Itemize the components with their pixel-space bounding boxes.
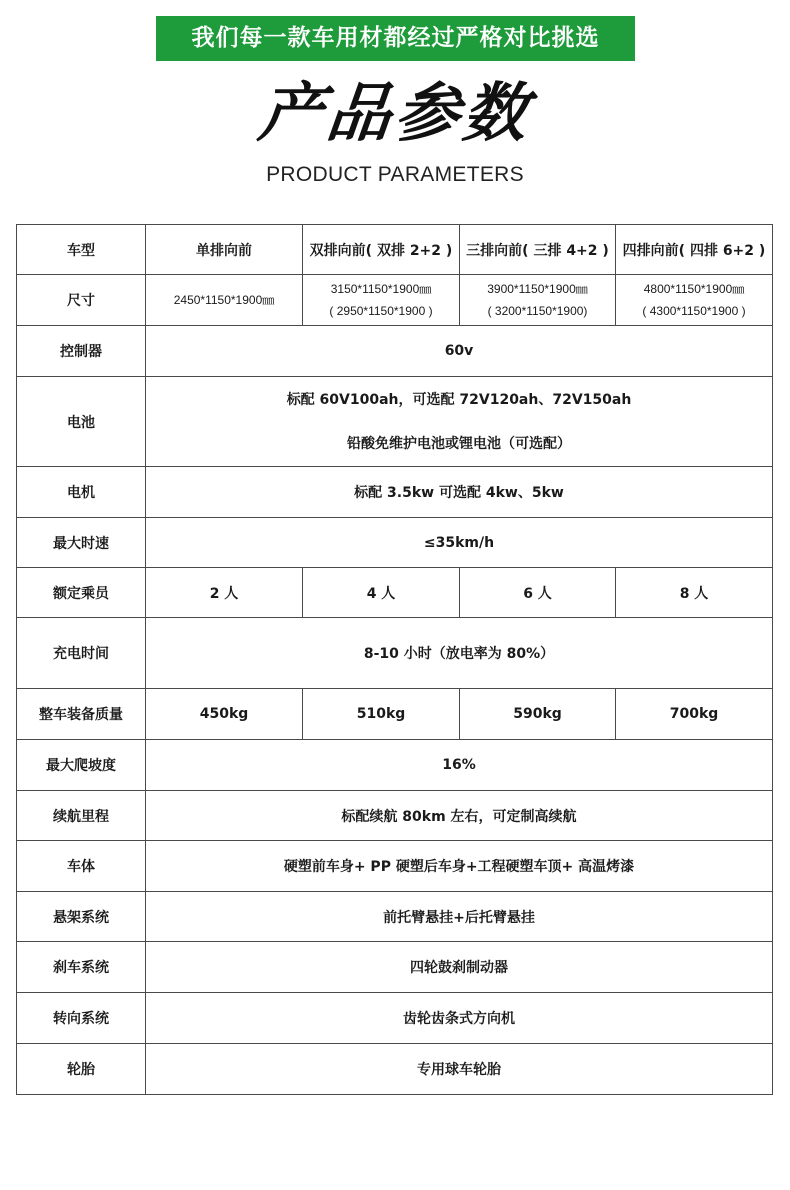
- row-label: 电机: [17, 467, 146, 518]
- row-label: 最大时速: [17, 518, 146, 568]
- model-cell: 三排向前( 三排 4+2 ): [460, 225, 616, 275]
- table-row-model: [17, 225, 773, 275]
- row-value: 专用球车轮胎: [146, 1044, 773, 1095]
- size-cell: [616, 275, 773, 326]
- row-value: [146, 377, 773, 467]
- row-label: 悬架系统: [17, 892, 146, 942]
- table-row-battery: [17, 377, 773, 467]
- row-value: 标配续航 80km 左右，可定制高续航: [146, 791, 773, 841]
- weight-cell: 510kg: [303, 689, 460, 740]
- row-value: 标配 3.5kw 可选配 4kw、5kw: [146, 467, 773, 518]
- product-parameters-table: [16, 224, 773, 1095]
- weight-cell: 450kg: [146, 689, 303, 740]
- model-cell: 单排向前: [146, 225, 303, 275]
- size-cell: [303, 275, 460, 326]
- row-value: 硬塑前车身+ PP 硬塑后车身+工程硬塑车顶+ 高温烤漆: [146, 841, 773, 892]
- page-subtitle: PRODUCT PARAMETERS: [266, 163, 524, 186]
- table-row-charge-time: [17, 618, 773, 689]
- size-line: 3150*1150*1900㎜: [330, 282, 432, 296]
- row-label: 控制器: [17, 326, 146, 377]
- table-row-controller: [17, 326, 773, 377]
- size-line: ( 3200*1150*1900): [487, 304, 588, 318]
- row-value: 齿轮齿条式方向机: [146, 993, 773, 1044]
- battery-line: 标配 60V100ah，可选配 72V120ah、72V150ah: [286, 391, 632, 408]
- passenger-cell: 8 人: [616, 568, 773, 618]
- table-row-max-grade: [17, 740, 773, 791]
- size-cell: 2450*1150*1900㎜: [146, 275, 303, 326]
- table-row-size: [17, 275, 773, 326]
- row-label: 刹车系统: [17, 942, 146, 993]
- passenger-cell: 4 人: [303, 568, 460, 618]
- passenger-cell: 6 人: [460, 568, 616, 618]
- model-cell: 四排向前( 四排 6+2 ): [616, 225, 773, 275]
- table-row-motor: [17, 467, 773, 518]
- slogan-banner: 我们每一款车用材都经过严格对比挑选: [156, 16, 635, 61]
- table-row-brake: [17, 942, 773, 993]
- size-line: 4800*1150*1900㎜: [643, 282, 745, 296]
- table-row-max-speed: [17, 518, 773, 568]
- row-label: 额定乘员: [17, 568, 146, 618]
- weight-cell: 700kg: [616, 689, 773, 740]
- row-value: 四轮鼓刹制动器: [146, 942, 773, 993]
- model-cell: 双排向前( 双排 2+2 ): [303, 225, 460, 275]
- passenger-cell: 2 人: [146, 568, 303, 618]
- row-label: 轮胎: [17, 1044, 146, 1095]
- row-value: 前托臂悬挂+后托臂悬挂: [146, 892, 773, 942]
- row-label: 最大爬坡度: [17, 740, 146, 791]
- weight-cell: 590kg: [460, 689, 616, 740]
- battery-line: 铅酸免维护电池或锂电池（可选配）: [347, 435, 571, 452]
- size-line: ( 4300*1150*1900 ): [642, 304, 746, 318]
- page-title: 产品参数: [255, 77, 535, 151]
- row-label: 电池: [17, 377, 146, 467]
- table-row-weight: [17, 689, 773, 740]
- row-value: 16%: [146, 740, 773, 791]
- size-cell: [460, 275, 616, 326]
- size-line: 3900*1150*1900㎜: [487, 282, 588, 296]
- size-line: ( 2950*1150*1900 ): [329, 304, 433, 318]
- table-row-body: [17, 841, 773, 892]
- table-row-steering: [17, 993, 773, 1044]
- row-label: 车体: [17, 841, 146, 892]
- table-row-tire: [17, 1044, 773, 1095]
- row-value: ≤35km/h: [146, 518, 773, 568]
- row-value: 60v: [146, 326, 773, 377]
- table-row-suspension: [17, 892, 773, 942]
- row-label: 车型: [17, 225, 146, 275]
- row-label: 尺寸: [17, 275, 146, 326]
- row-label: 转向系统: [17, 993, 146, 1044]
- row-label: 整车装备质量: [17, 689, 146, 740]
- row-label: 续航里程: [17, 791, 146, 841]
- table-row-range: [17, 791, 773, 841]
- row-value: 8-10 小时（放电率为 80%）: [146, 618, 773, 689]
- table-row-passengers: [17, 568, 773, 618]
- row-label: 充电时间: [17, 618, 146, 689]
